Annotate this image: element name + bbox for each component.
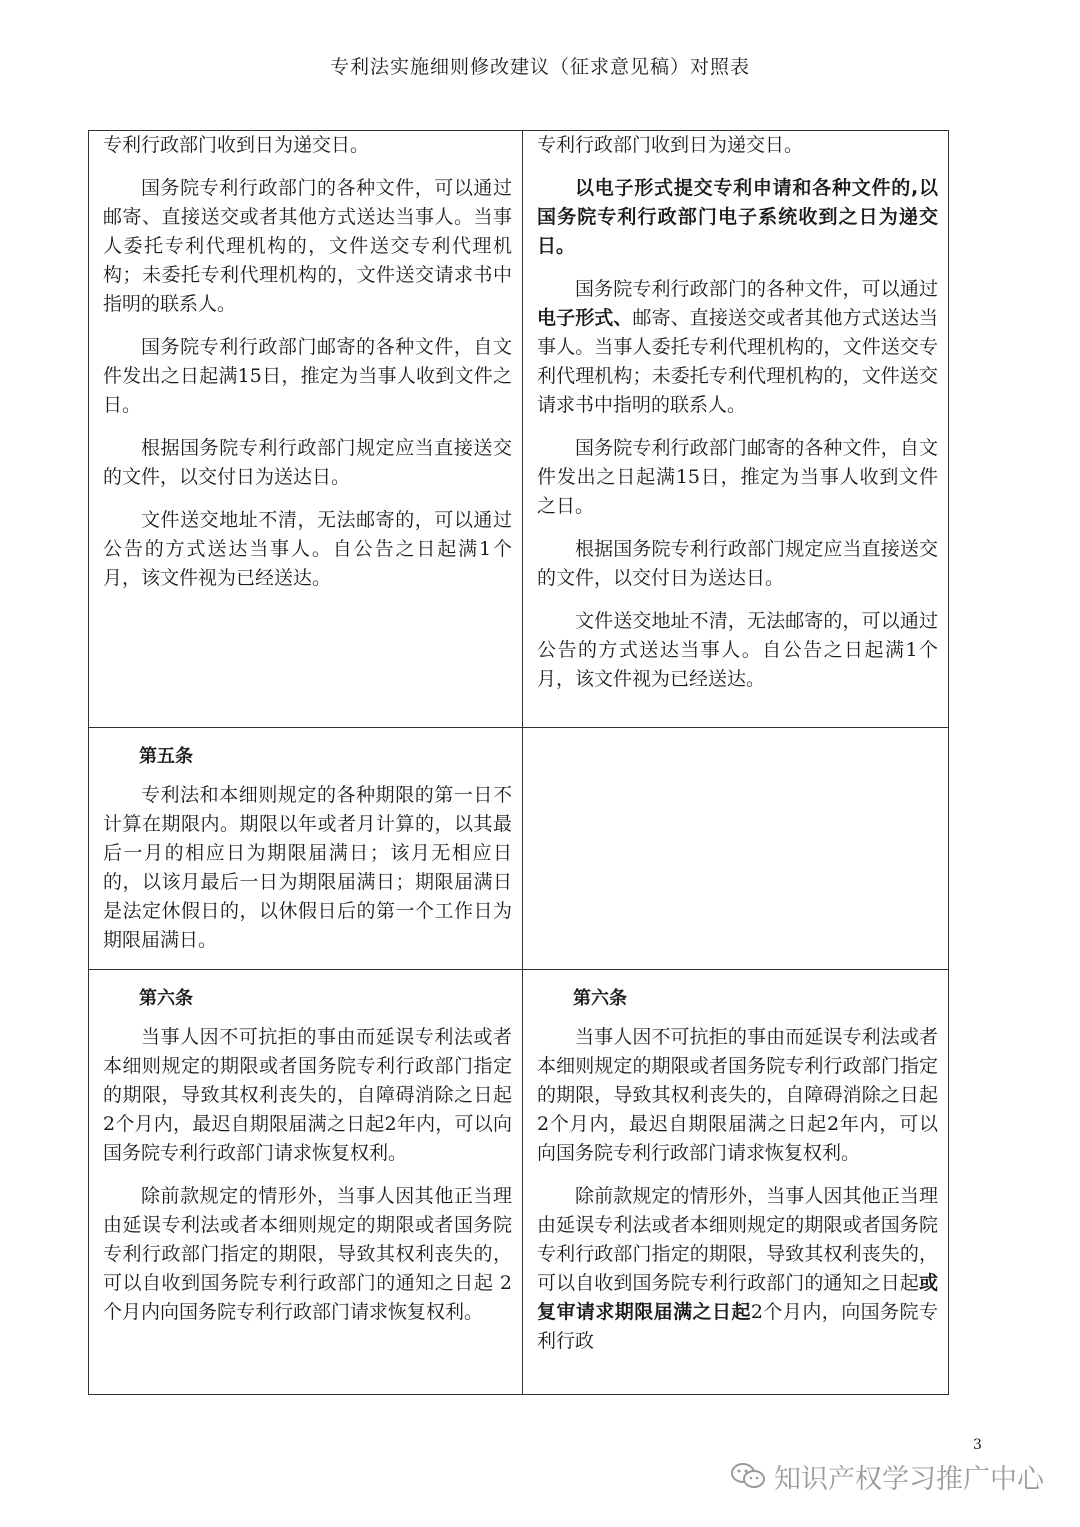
table-row	[89, 728, 949, 970]
paragraph: 国务院专利行政部门的各种文件，可以通过邮寄、直接送交或者其他方式送达当事人。当事人委托专利代理机构的，文件送交专利代理机构；未委托专利代理机构的，文件送交请求书中指明的联系人。	[103, 177, 512, 315]
old-text-cell	[89, 970, 523, 1395]
paragraph: 专利行政部门收到日为递交日。	[537, 134, 804, 156]
old-text-cell	[89, 131, 523, 728]
paragraph: 国务院专利行政部门的各种文件，可以通过电子形式、邮寄、直接送交或者其他方式送达当事人。当事人委托专利代理机构的，文件送交专利代理机构；未委托专利代理机构的，文件送交请求书中指明的联系人。	[537, 278, 938, 416]
paragraph: 除前款规定的情形外，当事人因其他正当理由延误专利法或者本细则规定的期限或者国务院专利行政部门指定的期限，导致其权利丧失的，可以自收到国务院专利行政部门的通知之日起 2 个月内向国务院专利行政部门请求恢复权利。	[103, 1185, 512, 1323]
wechat-icon	[730, 1461, 766, 1491]
amended-text: 电子形式、	[537, 307, 633, 329]
paragraph: 当事人因不可抗拒的事由而延误专利法或者本细则规定的期限或者国务院专利行政部门指定的期限，导致其权利丧失的，自障碍消除之日起2个月内，最迟自期限届满之日起2年内，可以向国务院专利行政部门请求恢复权利。	[537, 1026, 938, 1164]
table-row	[89, 131, 949, 728]
article-title: 第六条	[573, 988, 627, 1009]
paragraph: 根据国务院专利行政部门规定应当直接送交的文件，以交付日为送达日。	[103, 437, 512, 488]
paragraph: 根据国务院专利行政部门规定应当直接送交的文件，以交付日为送达日。	[537, 538, 938, 589]
old-text-cell	[89, 728, 523, 970]
article-title: 第六条	[139, 988, 193, 1009]
paragraph: 国务院专利行政部门邮寄的各种文件，自文件发出之日起满15日，推定为当事人收到文件之日。	[537, 437, 938, 517]
amended-paragraph: 以电子形式提交专利申请和各种文件的,以国务院专利行政部门电子系统收到之日为递交日。	[537, 177, 938, 257]
watermark-text: 知识产权学习推广中心	[774, 1463, 1044, 1495]
paragraph: 文件送交地址不清，无法邮寄的，可以通过公告的方式送达当事人。自公告之日起满1个月，该文件视为已经送达。	[537, 610, 938, 690]
page-number: 3	[973, 1437, 982, 1453]
page-title: 专利法实施细则修改建议（征求意见稿）对照表	[329, 56, 750, 78]
comparison-table	[88, 130, 949, 1395]
paragraph: 除前款规定的情形外，当事人因其他正当理由延误专利法或者本细则规定的期限或者国务院专利行政部门指定的期限，导致其权利丧失的，可以自收到国务院专利行政部门的通知之日起或复审请求期限届满之日起2个月内，向国务院专利行政	[537, 1185, 938, 1352]
new-text-cell	[523, 970, 949, 1395]
new-text-cell	[523, 131, 949, 728]
amended-text: 或复审请求期限届满之日起	[537, 1272, 938, 1323]
table-row	[89, 970, 949, 1395]
new-text-cell	[523, 728, 949, 970]
paragraph: 国务院专利行政部门邮寄的各种文件，自文件发出之日起满15日，推定为当事人收到文件之日。	[103, 336, 512, 416]
paragraph: 专利法和本细则规定的各种期限的第一日不计算在期限内。期限以年或者月计算的，以其最后一月的相应日为期限届满日；该月无相应日的，以该月最后一日为期限届满日；期限届满日是法定休假日的，以休假日后的第一个工作日为期限届满日。	[103, 784, 512, 951]
article-title: 第五条	[139, 746, 193, 767]
watermark	[730, 1458, 1044, 1494]
paragraph: 当事人因不可抗拒的事由而延误专利法或者本细则规定的期限或者国务院专利行政部门指定的期限，导致其权利丧失的，自障碍消除之日起2个月内，最迟自期限届满之日起2年内，可以向国务院专利行政部门请求恢复权利。	[103, 1026, 512, 1164]
paragraph: 专利行政部门收到日为递交日。	[103, 134, 370, 156]
paragraph: 文件送交地址不清，无法邮寄的，可以通过公告的方式送达当事人。自公告之日起满1个月，该文件视为已经送达。	[103, 509, 512, 589]
